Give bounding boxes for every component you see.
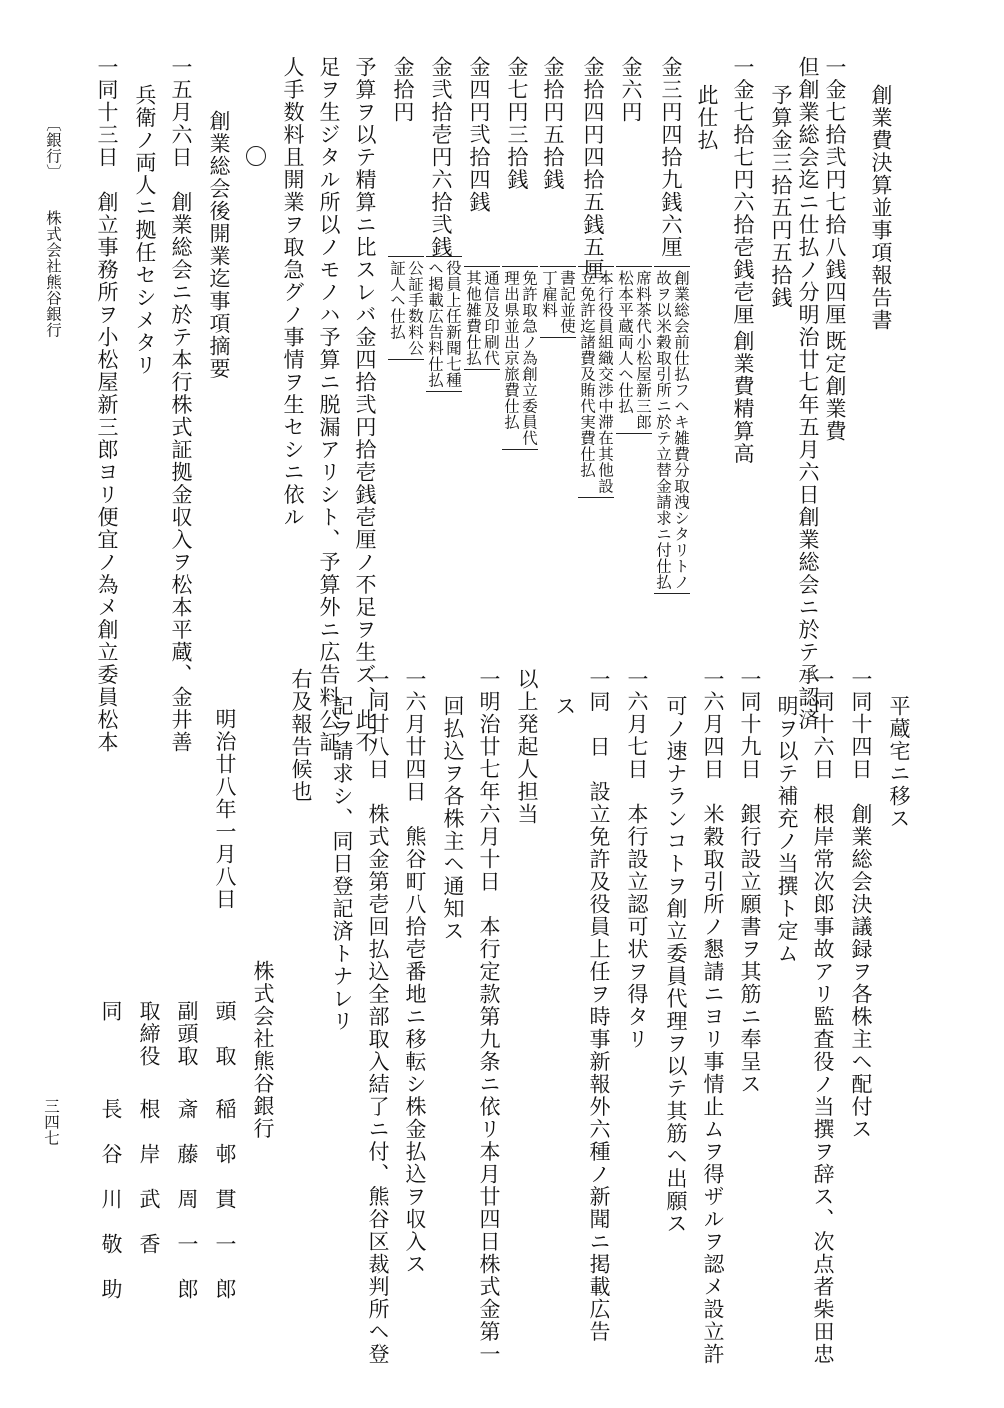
expense-6-amount: 金四円弐拾四銭	[467, 56, 491, 214]
section-heading: 創業総会後開業迄事項摘要	[207, 110, 231, 380]
expense-3-note: 本行役員組織交渉中滞在其他設 立免許迄諸費及賄代実費仕払	[578, 266, 614, 498]
paragraph-line-3: 人手数料且開業ヲ取急グノ事情ヲ生セシニ依ル	[281, 56, 305, 529]
lower-line-3: 一同十六日 根岸常次郎事故アリ監査役ノ当撰ヲ辞ス、次点者柴田忠	[811, 668, 835, 1366]
event-may-6: 一五月六日 創業総会ニ於テ本行株式証拠金収入ヲ松本平蔵、金井善	[169, 56, 193, 754]
page-number: 三四七	[42, 1098, 60, 1146]
signatory-2-name: 斎 藤 周 一 郎	[175, 1098, 199, 1301]
expense-1-note: 創業総会前仕払フヘキ雑費分取洩シタリトノ 故ヲ以米穀取引所ニ於テ立替金請求ニ付仕払	[654, 266, 690, 594]
lower-line-7: 可ノ速ナランコトヲ創立委員代理ヲ以テ其筋ヘ出願ス	[664, 695, 688, 1235]
event-may-6-cont: 兵衛ノ両人ニ拠任セシメタリ	[133, 84, 157, 377]
lower-line-8: 一六月七日 本行設立認可状ヲ得タリ	[625, 668, 649, 1051]
expense-6-note: 通信及印刷代 其他雑費仕払	[464, 266, 500, 370]
signatory-company: 株式会社熊谷銀行	[251, 960, 275, 1140]
expense-1-amount: 金三円四拾九銭六厘	[659, 56, 683, 259]
line-total-note: 既定創業費	[823, 330, 847, 443]
lower-line-15: 一同廿八日 株式金第壱回払込全部取入結了ニ付、熊谷区裁判所ヘ登	[366, 668, 390, 1366]
expense-4-note: 書記並使 丁雇料	[540, 266, 576, 338]
lower-line-11: 以上発起人担当	[515, 668, 539, 826]
lower-line-1: 平蔵宅ニ移ス	[887, 695, 911, 830]
section-mark-circle	[246, 146, 266, 166]
signatory-4-role: 同	[99, 1000, 123, 1023]
expense-2-note: 席料茶代小松屋新三郎 松本平蔵両人ヘ仕払	[616, 266, 652, 434]
running-header-bank: 株式会社熊谷銀行	[44, 210, 62, 338]
lower-line-16: 記ヲ請求シ、同日登記済トナレリ	[330, 695, 354, 1033]
signatory-3-role: 取締役	[137, 1000, 161, 1068]
title: 創業費決算並事項報告書	[869, 84, 893, 332]
signatory-3-name: 根 岸 武 香	[137, 1098, 161, 1256]
line-settled-note: 創業費精算高	[731, 330, 755, 465]
signatory-4-name: 長 谷 川 敬 助	[99, 1098, 123, 1301]
line-note: 但創業総会迄ニ仕払ノ分明治廿七年五月六日創業総会ニ於テ承認済	[796, 56, 820, 731]
expense-7-note: 役員上任新聞七種 ヘ掲載広告料仕払	[426, 256, 462, 392]
lower-line-14: 一六月廿四日 熊谷町八拾壱番地ニ移転シ株金払込ヲ収入ス	[403, 668, 427, 1276]
line-budget: 予算金三拾五円五拾銭	[769, 84, 793, 309]
line-breakdown-heading: 此仕払	[695, 84, 719, 152]
signatory-1-name: 稲 邨 貫 一 郎	[213, 1098, 237, 1301]
expense-8-amount: 金拾円	[391, 56, 415, 124]
lower-line-6: 一六月四日 米穀取引所ノ懇請ニヨリ事情止ムヲ得ザルヲ認メ設立許	[701, 668, 725, 1366]
lower-line-12: 一明治廿七年六月十日 本行定款第九条ニ依リ本月廿四日株式金第一	[477, 668, 501, 1366]
event-13th: 一同十三日 創立事務所ヲ小松屋新三郎ヨリ便宜ノ為メ創立委員松本	[95, 56, 119, 754]
line-settled: 一金七拾七円六拾壱銭壱厘	[731, 56, 755, 326]
lower-line-13: 回払込ヲ各株主ヘ通知ス	[441, 695, 465, 943]
signatory-1-role: 頭 取	[213, 1000, 237, 1068]
paragraph-line-1: 予算ヲ以テ精算ニ比スレバ金四拾弐円拾壱銭壱厘ノ不足ヲ生ズ、此不	[353, 56, 377, 754]
lower-line-5: 一同十九日 銀行設立願書ヲ其筋ニ奉呈ス	[738, 668, 762, 1096]
expense-5-amount: 金七円三拾銭	[505, 56, 529, 191]
paragraph-line-2: 足ヲ生ジタル所以ノモノハ予算ニ脱漏アリシト、予算外ニ広告料公証	[317, 56, 341, 754]
expense-8-note: 公証手数料公 証人ヘ仕払	[388, 256, 424, 360]
expense-2-amount: 金六円	[619, 56, 643, 124]
lower-line-9: 一同 日 設立免許及役員上任ヲ時事新報外六種ノ新聞ニ掲載広告	[587, 668, 611, 1343]
expense-4-amount: 金拾円五拾銭	[541, 56, 565, 191]
lower-line-2: 一同十四日 創業総会決議録ヲ各株主ヘ配付ス	[849, 668, 873, 1141]
running-header-bracket: 〔銀行〕	[44, 116, 62, 180]
expense-3-amount: 金拾四円四拾五銭五厘	[581, 56, 605, 281]
line-total: 一金七拾弐円七拾八銭四厘	[823, 56, 847, 326]
lower-line-10: ス	[553, 695, 577, 718]
signatory-2-role: 副頭取	[175, 1000, 199, 1068]
document-date: 明治廿八年一月八日	[213, 708, 237, 911]
lower-line-4: 明ヲ以テ補充ノ当撰ト定ム	[775, 695, 799, 965]
expense-5-note: 免許取急ノ為創立委員代 理出県並出京旅費仕払	[502, 266, 538, 450]
expense-7-amount: 金弐拾壱円六拾弐銭	[429, 56, 453, 259]
closing-line: 右及報告候也	[289, 668, 313, 803]
